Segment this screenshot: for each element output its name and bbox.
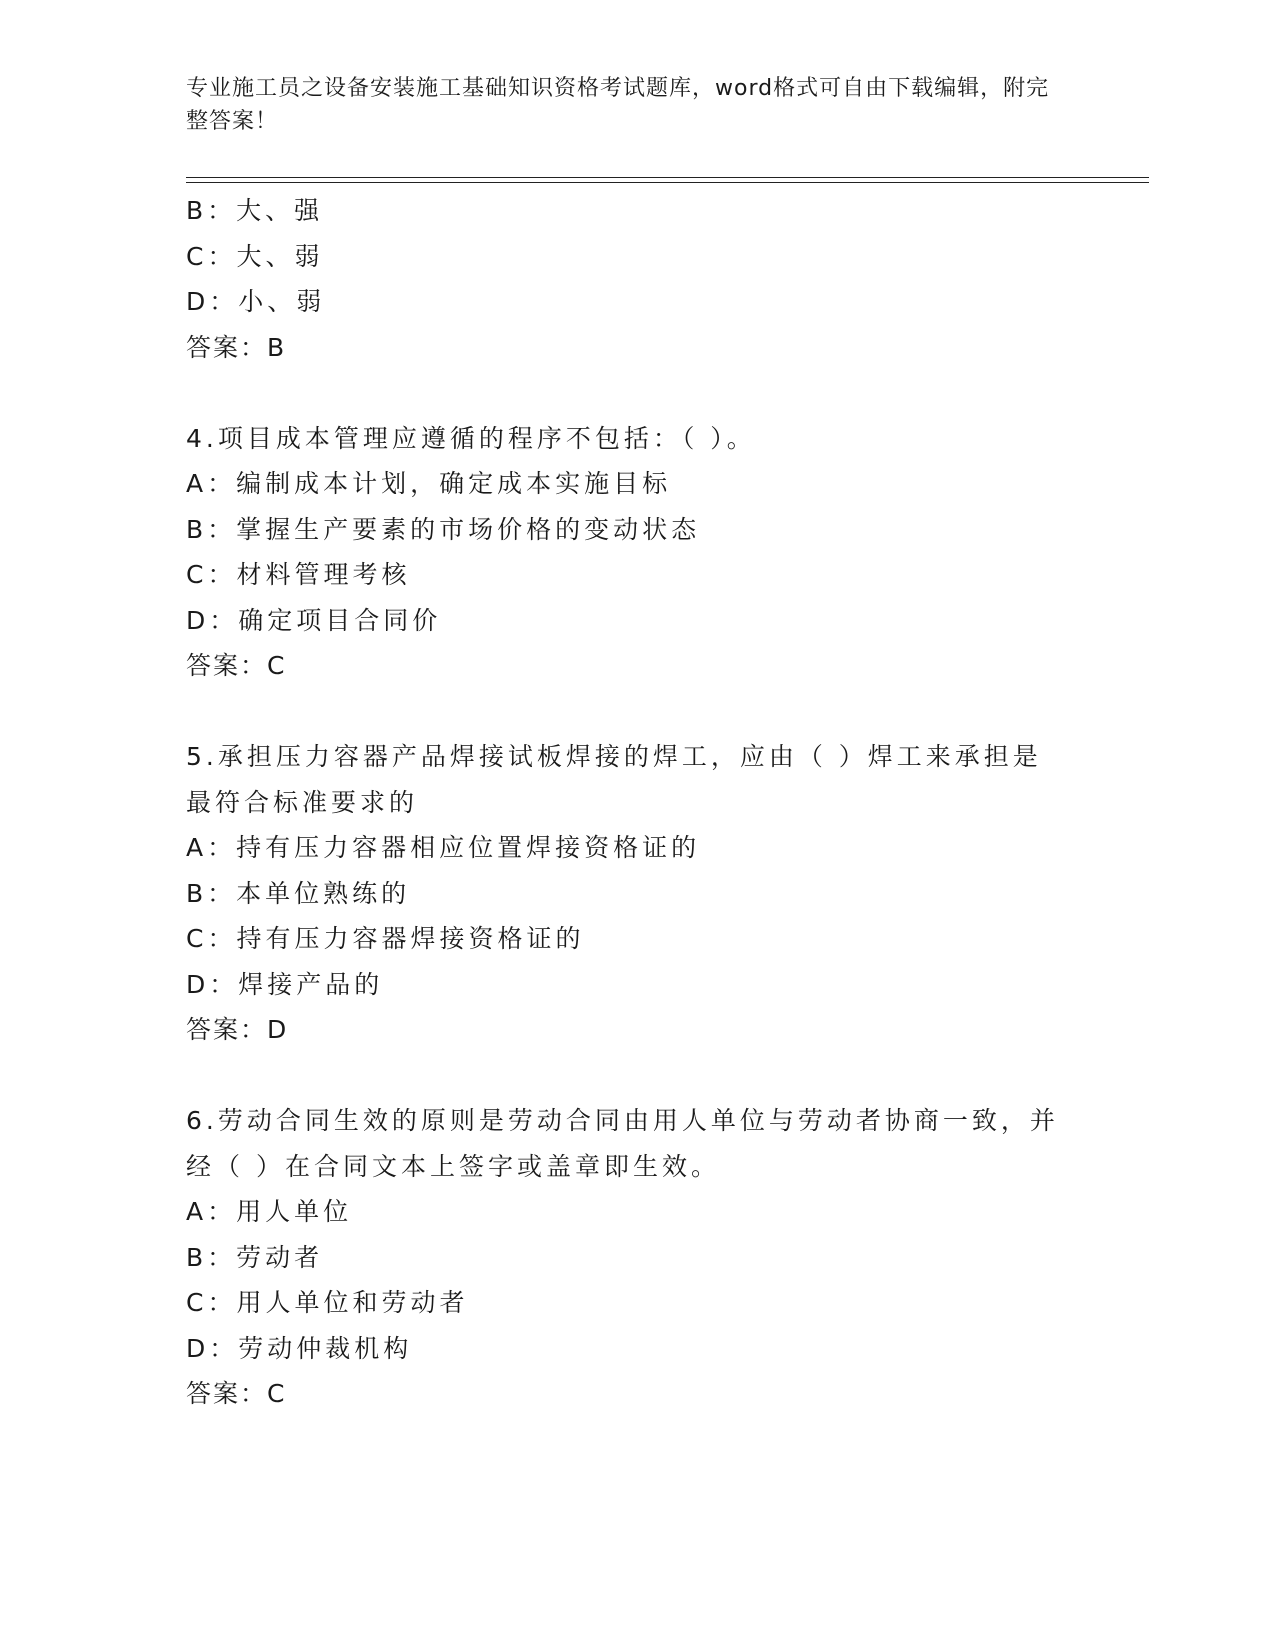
option-a: A：持有压力容器相应位置焊接资格证的	[186, 833, 701, 862]
question-content	[186, 188, 1086, 1417]
spacer	[186, 1053, 1086, 1099]
option-b: B：本单位熟练的	[186, 878, 411, 908]
option-c: C：持有压力容器焊接资格证的	[186, 924, 585, 953]
option-d: D：焊接产品的	[186, 969, 384, 999]
question-stem: 5.承担压力容器产品焊接试板焊接的焊工，应由（ ）焊工来承担是最符合标准要求的	[186, 742, 1042, 817]
option-d: D：劳动仲裁机构	[186, 1333, 413, 1363]
option-c: C：材料管理考核	[186, 560, 411, 589]
option-d: D：小、弱	[186, 287, 326, 316]
spacer	[186, 370, 1086, 416]
spacer	[186, 689, 1086, 735]
option-a: A：用人单位	[186, 1197, 353, 1226]
option-b: B：大、强	[186, 196, 324, 225]
option-d: D：确定项目合同价	[186, 605, 442, 635]
header-rule-top	[186, 177, 1149, 178]
answer-line: 答案：C	[186, 651, 287, 680]
question-stem: 6.劳动合同生效的原则是劳动合同由用人单位与劳动者协商一致，并经（ ）在合同文本上签字或盖章即生效。	[186, 1106, 1059, 1181]
question-stem: 4.项目成本管理应遵循的程序不包括：（ ）。	[186, 423, 756, 453]
option-b: B：劳动者	[186, 1242, 324, 1272]
option-a: A：编制成本计划，确定成本实施目标	[186, 469, 672, 498]
header-rule-bottom	[186, 182, 1149, 183]
document-header: 专业施工员之设备安装施工基础知识资格考试题库，word格式可自由下载编辑，附完整答案！	[186, 76, 1050, 134]
option-c: C：大、弱	[186, 241, 324, 271]
answer-line: 答案：D	[186, 1015, 289, 1044]
answer-line: 答案：C	[186, 1379, 287, 1408]
option-b: B：掌握生产要素的市场价格的变动状态	[186, 514, 701, 544]
answer-line: 答案：B	[186, 332, 287, 362]
option-c: C：用人单位和劳动者	[186, 1288, 469, 1317]
